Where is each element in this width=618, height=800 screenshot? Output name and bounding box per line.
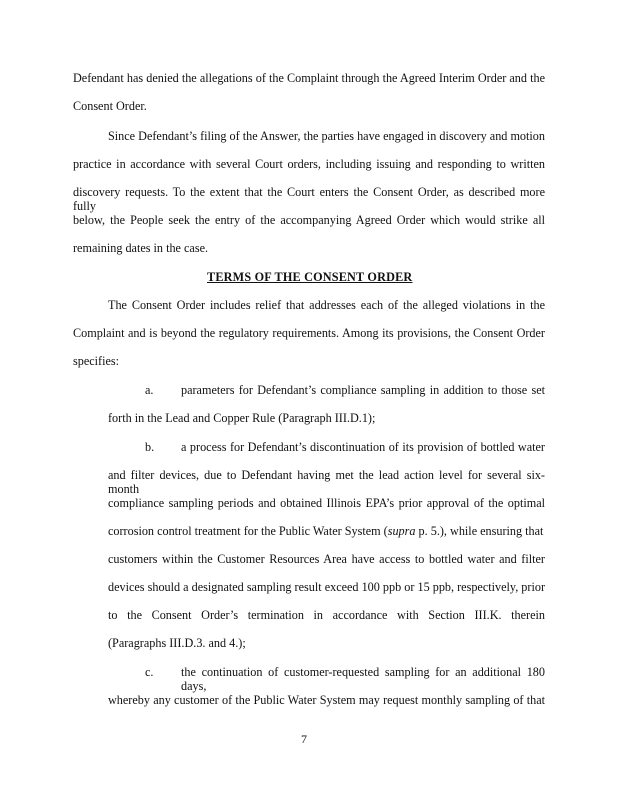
paragraph-3-line-3: specifies: [73, 354, 120, 368]
list-item-a-label: a. [145, 383, 154, 397]
supra-citation: supra [387, 524, 416, 538]
page-number: 7 [301, 732, 307, 746]
list-item-c-label: c. [145, 665, 154, 679]
paragraph-2-line-5: remaining dates in the case. [73, 241, 209, 255]
section-heading: TERMS OF THE CONSENT ORDER [207, 270, 413, 284]
list-item-c-line-2: whereby any customer of the Public Water System may request monthly sampling of that [108, 693, 545, 707]
list-item-b-line-1: a process for Defendant’s discontinuation of its provision of bottled water [181, 440, 545, 454]
list-item-b-label: b. [145, 440, 155, 454]
list-item-b-line-6: devices should a designated sampling result exceed 100 ppb or 15 ppb, respectively, prior [108, 580, 545, 594]
paragraph-2-line-1: Since Defendant’s filing of the Answer, the parties have engaged in discovery and motion [108, 129, 545, 143]
list-item-b-line-4-start: corrosion control treatment for the Public Water System (supra p. 5.), while ensuring that [108, 524, 544, 538]
list-item-a-line-1: parameters for Defendant’s compliance sampling in addition to those set [181, 383, 545, 397]
list-item-b-line-5: customers within the Customer Resources Area have access to bottled water and filter [108, 552, 545, 566]
list-item-c-line-1: the continuation of customer-requested sampling for an additional 180 days, [181, 665, 545, 693]
list-item-b-line-7: to the Consent Order’s termination in accordance with Section III.K. therein [108, 608, 545, 622]
paragraph-2-line-4: below, the People seek the entry of the accompanying Agreed Order which would strike all [73, 213, 545, 227]
paragraph-3-line-1: The Consent Order includes relief that addresses each of the alleged violations in the [108, 298, 545, 312]
list-item-b-line-4 [108, 524, 545, 538]
paragraph-2-line-2: practice in accordance with several Court orders, including issuing and responding to written [73, 157, 545, 171]
paragraph-2-line-3: discovery requests. To the extent that the Court enters the Consent Order, as described more fully [73, 185, 545, 213]
list-item-b-line-3: compliance sampling periods and obtained Illinois EPA’s prior approval of the optimal [108, 496, 545, 510]
list-item-b-line-2: and filter devices, due to Defendant having met the lead action level for several six-month [108, 468, 545, 496]
list-item-a-line-2: forth in the Lead and Copper Rule (Paragraph III.D.1); [108, 411, 376, 425]
paragraph-3-line-2: Complaint and is beyond the regulatory requirements. Among its provisions, the Consent Order [73, 326, 545, 340]
paragraph-1-line-1: Defendant has denied the allegations of the Complaint through the Agreed Interim Order and the [73, 71, 545, 85]
paragraph-1-line-2: Consent Order. [73, 99, 147, 113]
list-item-b-line-8: (Paragraphs III.D.3. and 4.); [108, 636, 246, 650]
